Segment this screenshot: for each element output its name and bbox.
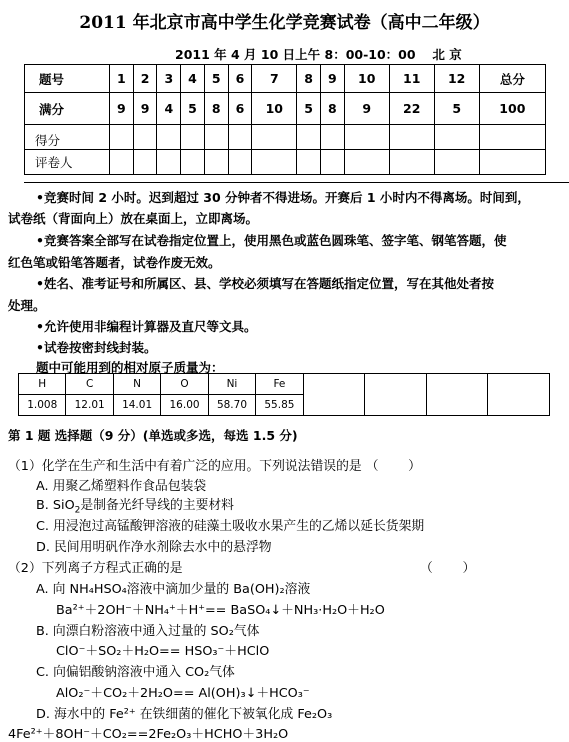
score-input-cell[interactable] [110, 125, 134, 150]
option-d: D. 海水中的 Fe²⁺ 在铁细菌的催化下被氧化成 Fe₂O₃ [36, 707, 333, 722]
grader-label: 评卷人 [25, 150, 110, 175]
full-score-cell: 4 [157, 93, 181, 125]
col-q12: 12 [434, 65, 479, 93]
option-c: C. 用浸泡过高锰酸钾溶液的硅藻土吸收水果产生的乙烯以延长货架期 [36, 519, 425, 534]
score-input-cell[interactable] [133, 125, 157, 150]
divider-line [24, 182, 569, 183]
full-score-cell: 9 [344, 93, 389, 125]
col-q6: 6 [228, 65, 252, 93]
instruction-line: 红色笔或铅笔答题者，试卷作废无效。 [8, 255, 221, 270]
grader-input-cell[interactable] [479, 150, 545, 175]
question-number-label: 题号 [25, 65, 110, 93]
col-q3: 3 [157, 65, 181, 93]
full-score-cell: 5 [434, 93, 479, 125]
full-score-cell: 22 [389, 93, 434, 125]
grader-input-cell[interactable] [110, 150, 134, 175]
score-input-cell[interactable] [389, 125, 434, 150]
element-mass: 12.01 [66, 395, 113, 416]
equation-d: 4Fe²⁺＋8OH⁻＋CO₂==2Fe₂O₃＋HCHO＋3H₂O [8, 727, 289, 742]
exam-date-location: 2011 年 4 月 10 日上午 8：00-10：00 北 京 [175, 47, 462, 62]
section-heading: 第 1 题 选择题（9 分）(单选或多选，每选 1.5 分) [8, 428, 298, 443]
score-input-cell[interactable] [157, 125, 181, 150]
element-symbol: Ni [208, 374, 255, 395]
option-b: B. SiO$_2$是制备光纤导线的主要材料 [36, 498, 234, 516]
question-stem: （1）化学在生产和生活中有着广泛的应用。下列说法错误的是 （ ） [8, 459, 421, 474]
full-score-label: 满分 [25, 93, 110, 125]
col-q5: 5 [204, 65, 228, 93]
score-input-cell[interactable] [297, 125, 321, 150]
equation-c: AlO₂⁻＋CO₂＋2H₂O== Al(OH)₃↓＋HCO₃⁻ [56, 686, 310, 701]
full-score-cell: 100 [479, 93, 545, 125]
grader-input-cell[interactable] [204, 150, 228, 175]
score-table-header-row [25, 65, 546, 93]
element-row [19, 374, 550, 395]
grader-input-cell[interactable] [133, 150, 157, 175]
col-q10: 10 [344, 65, 389, 93]
equation-b: ClO⁻＋SO₂＋H₂O== HSO₃⁻＋HClO [56, 644, 270, 659]
full-score-cell: 5 [297, 93, 321, 125]
full-score-cell: 8 [204, 93, 228, 125]
col-total: 总分 [479, 65, 545, 93]
element-mass: 55.85 [256, 395, 303, 416]
grader-input-cell[interactable] [321, 150, 345, 175]
element-symbol: O [161, 374, 208, 395]
full-score-cell: 5 [181, 93, 205, 125]
option-b: B. 向漂白粉溶液中通入过量的 SO₂气体 [36, 624, 260, 639]
element-symbol: N [113, 374, 160, 395]
option-a: A. 用聚乙烯塑料作食品包装袋 [36, 479, 207, 494]
col-q11: 11 [389, 65, 434, 93]
page-title: 2011 年北京市高中学生化学竞赛试卷（高中二年级） [79, 13, 490, 33]
score-table [24, 64, 546, 175]
instruction-line: •试卷按密封线封装。 [36, 340, 157, 355]
instruction-line: •允许使用非编程计算器及直尺等文具。 [36, 319, 257, 334]
instruction-line: 处理。 [8, 298, 46, 313]
col-q4: 4 [181, 65, 205, 93]
grader-input-cell[interactable] [181, 150, 205, 175]
grader-input-cell[interactable] [297, 150, 321, 175]
element-symbol: Fe [256, 374, 303, 395]
instruction-line: •竞赛时间 2 小时。迟到超过 30 分钟者不得进场。开赛后 1 小时内不得离场。时间到， [36, 190, 530, 205]
score-input-cell[interactable] [344, 125, 389, 150]
atomic-mass-caption: 题中可能用到的相对原子质量为： [36, 360, 224, 375]
score-input-cell[interactable] [252, 125, 297, 150]
grader-row [25, 150, 546, 175]
option-c: C. 向偏铝酸钠溶液中通入 CO₂气体 [36, 665, 235, 680]
instruction-line: •姓名、准考证号和所属区、县、学校必须填写在答题纸指定位置，写在其他处者按 [36, 276, 494, 291]
element-mass: 1.008 [19, 395, 66, 416]
answer-paren: （ ） [420, 561, 476, 576]
atomic-mass-table [18, 373, 550, 416]
col-q1: 1 [110, 65, 134, 93]
earned-score-label: 得分 [25, 125, 110, 150]
score-input-cell[interactable] [479, 125, 545, 150]
score-input-cell[interactable] [321, 125, 345, 150]
score-input-cell[interactable] [204, 125, 228, 150]
grader-input-cell[interactable] [344, 150, 389, 175]
grader-input-cell[interactable] [157, 150, 181, 175]
grader-input-cell[interactable] [389, 150, 434, 175]
element-mass: 16.00 [161, 395, 208, 416]
grader-input-cell[interactable] [228, 150, 252, 175]
element-mass: 58.70 [208, 395, 255, 416]
element-symbol: C [66, 374, 113, 395]
question-stem: （2）下列离子方程式正确的是 [8, 561, 183, 576]
score-input-cell[interactable] [181, 125, 205, 150]
score-input-cell[interactable] [228, 125, 252, 150]
full-score-cell: 10 [252, 93, 297, 125]
element-symbol: H [19, 374, 66, 395]
col-q9: 9 [321, 65, 345, 93]
score-input-cell[interactable] [434, 125, 479, 150]
earned-score-row [25, 125, 546, 150]
grader-input-cell[interactable] [252, 150, 297, 175]
full-score-row [25, 93, 546, 125]
grader-input-cell[interactable] [434, 150, 479, 175]
option-d: D. 民间用明矾作净水剂除去水中的悬浮物 [36, 540, 272, 555]
equation-a: Ba²⁺＋2OH⁻＋NH₄⁺＋H⁺== BaSO₄↓＋NH₃·H₂O＋H₂O [56, 603, 385, 618]
full-score-cell: 6 [228, 93, 252, 125]
instruction-line: •竞赛答案全部写在试卷指定位置上，使用黑色或蓝色圆珠笔、签字笔、钢笔答题，使 [36, 233, 507, 248]
option-a: A. 向 NH₄HSO₄溶液中滴加少量的 Ba(OH)₂溶液 [36, 582, 311, 597]
full-score-cell: 8 [321, 93, 345, 125]
full-score-cell: 9 [110, 93, 134, 125]
col-q7: 7 [252, 65, 297, 93]
element-mass: 14.01 [113, 395, 160, 416]
instruction-line: 试卷纸（背面向上）放在桌面上，立即离场。 [8, 211, 259, 226]
full-score-cell: 9 [133, 93, 157, 125]
col-q8: 8 [297, 65, 321, 93]
col-q2: 2 [133, 65, 157, 93]
